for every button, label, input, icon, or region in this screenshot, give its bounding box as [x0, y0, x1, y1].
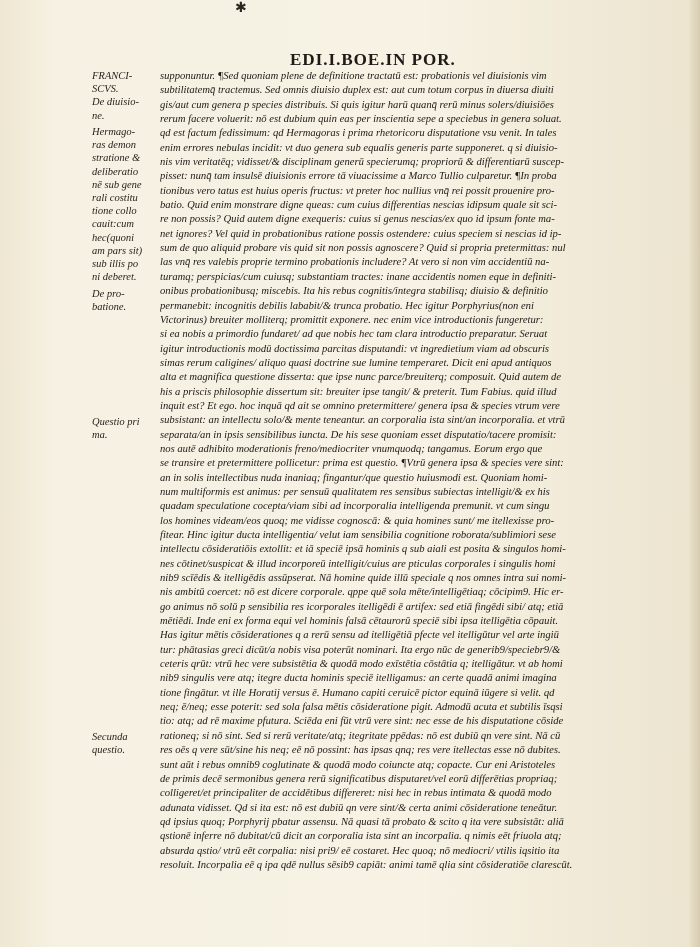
margin-note-line: stratione &	[92, 153, 141, 165]
text-line: go animus nō solū p sensibilia res icorporales itelligēdi ē artifex: sed etiā fingēdi sibi/ atq; etiā	[160, 601, 564, 613]
running-head: EDI.I.BOE.IN POR.	[290, 50, 456, 69]
text-line: onibus probationibusq; miscebis. Ita his rebus cognitis/integra stabilisq; diuisio & definitio	[160, 286, 548, 298]
text-line: nos autē adhibito moderationis freno/mediocriter vnumquodq; tangamus. Eorum ergo que	[160, 443, 543, 455]
margin-note-franciscus	[92, 70, 154, 123]
margin-note-line: tione collo	[92, 206, 137, 218]
margin-note-line: sub illis po	[92, 259, 139, 271]
text-line: neq; ē/neq; esse poterit: sed sola falsa mētis cōsideratione pigit. Admodū acuta et subtilis īsqsi	[160, 702, 563, 714]
text-line: permanebit: incognitis debilis lababit/& trunca probatio. Hec igitur Porphyrius(non eni	[160, 300, 534, 312]
margin-note-line: rali costitu	[92, 193, 138, 205]
text-line: rerum facere voluerit: nō est dubium quin eas per inscientia sepe a speciebus in genera soluat.	[160, 114, 562, 126]
margin-note-line: cauit:cum	[92, 219, 134, 231]
text-line: nis vim veritatēq; vidisset/& disciplinam generū specierumq; propriorū & differentiarū suscep-	[160, 157, 565, 169]
text-line: tio: atq; ad rē maxime pfutura. Sciēda eni fūt vtrū vere sint: nec esse de his disputatione cōside	[160, 716, 564, 728]
margin-note-line: ne.	[92, 110, 105, 122]
text-line: supponuntur. ¶Sed quoniam plene de definitione tractatū est: probationis vel diuisionis vim	[160, 71, 547, 82]
text-line: colligeret/et principaliter de accidētibus differeret: nisi hec in rebus intimata & quodā modo	[160, 788, 552, 800]
text-line: las vnq̄ res valebis proprie termino probationis includere? At vero si non vim accidentiū na-	[160, 257, 550, 269]
text-line: nis ambitū coercet: nō est dicere corporale. qppe quē sola mēte/intelligētiaq; cōcipim9. Hic er-	[160, 587, 564, 599]
text-line: qstionē inferre nō dubitat/cū dicit an corporalia ista sint an incorpalia. q nimis eēt friuola atq;	[160, 831, 562, 843]
text-line: adunata vidisset. Qd si ita est: nō est dubiū qn vere sint/& certa animi cōsideratione teneātur.	[160, 802, 558, 814]
margin-note-line: Hermago-	[92, 127, 136, 138]
text-line: los homines videam/eos quoq; me vidisse cognoscā: & quia homines sunt/ me itellexisse pro-	[160, 515, 555, 527]
text-line: re non possis? Quid autem digne exequeris: cuius si genus nescias/ex quo id ipsum fonte ma-	[160, 214, 555, 226]
text-line: his a priscis philosophie dissertum sit: breuiter ipse tangit/ & preterit. Tum Fabius. quid illud	[160, 386, 557, 398]
text-line: simas rerum caligines/ aliquo quasi doctrine sue lumine temperaret. Dicit eni apud antiquos	[160, 357, 552, 369]
margin-note-line: hec(quoni	[92, 232, 134, 244]
text-line: ceteris qrūt: vtrū hec vere subsistētia & quodā modo exīstētia cōstātia q; itelligātur. vt ab homi	[160, 659, 563, 671]
margin-note-de-probatione	[92, 288, 154, 314]
text-line: subtilitatemq̄ tractemus. Sed omnis diuisio duplex est: aut cum totum corpus in diuersa diuiti	[160, 85, 554, 97]
text-line: rationeq; si nō sint. Sed si rerū veritate/atq; itegritate ppēdas: nō est dubiū qn vere sint. Nā cū	[160, 730, 561, 742]
text-line: gis/aut cum genera p species distribuis. Si quis igitur harū quanq̄ rerū minus solers/diuisiōes	[160, 99, 554, 111]
margin-note-line: Secunda	[92, 732, 128, 743]
text-line: qd est factum fedissimum: qd Hermagoras i prima rhetoricoru disputatione vsu venit. In tales	[160, 128, 557, 140]
margin-note-questio-prima	[92, 416, 154, 442]
text-line: nes cōtinet/suspicat & illud incorporeū intelligit/cuius are pticulas corporales i singulis homi	[160, 558, 556, 570]
margin-note-line: ma.	[92, 430, 108, 442]
text-line: Victorinus) breuiter molliterq; promittit exponere. nec enim vice introductionis fungeretur:	[160, 314, 544, 326]
text-line: nib9 singulis vere atq; itegre ducta hominis speciē itelligamus: an certe quadā animi imagina	[160, 673, 557, 685]
text-line: num multiformis est animus: per sensuū qualitatem res sensibus subiectas intelligit/& ex his	[160, 486, 550, 498]
text-line: igitur introductionis modū doctissima parcitas disputandi: vt ingredietium viam ad obscuris	[160, 343, 550, 355]
text-line: enim errores nebulas incidit: vt duo genera sub equalis generis parte supponeret. q si diuisio-	[160, 142, 558, 154]
margin-note-line: deliberatio	[92, 166, 139, 178]
text-line: subsistant: an intellectu solo/& mente teneantur. an corporalia ista sint/an incorporalia. et vtrū	[160, 415, 565, 427]
margin-note-hermagoras	[92, 126, 154, 284]
margin-note-line: ras demon	[92, 140, 137, 152]
text-line: an in solis intellectibus nuda inaniaq; fingantur/que questio huiusmodi est. Quoniam homi-	[160, 472, 548, 484]
text-line: tione fingātur. vt ille Horatij versus ē. Humano capiti ceruicē pictor equinā iūgere si velit. qd	[160, 687, 555, 699]
text-line: tionibus vero tatus est huius operis fructus: vt preter hoc nullius vnq̄ rei possit prouenire pro-	[160, 185, 555, 197]
text-line: fitear. Hinc igitur ducta intelligentia/ velut iam sensibilia cognitione roborata/sublimiori sese	[160, 530, 556, 541]
margin-note-line: SCVS.	[92, 84, 119, 96]
margin-note-line: De diuisio-	[92, 97, 139, 109]
text-line: qd ipsius quoq; Porphyrij pbatur assensu. Nā quasi tā probato & scito q ita vere subsistāt: aliā	[160, 816, 564, 828]
text-line: inquit est? Et ego. hoc inquā qd ait se omnino pretermittere/ genera ipsa & species vtrum vere	[160, 400, 560, 412]
page-edge-shadow	[690, 0, 700, 947]
text-line: pisset: nunq̄ tam insulsē diuisionis errore tā viuacissime a Marco Tullio culparetur. ¶In proba	[160, 171, 557, 183]
text-line: mētiēdi. Inde eni ex forma equi vel hominis falsā cētaurorū speciē sibi ipsa itelligētia cōpauit.	[160, 616, 558, 628]
margin-note-line: De pro-	[92, 289, 125, 300]
text-line: si ea nobis a primordio fundaret/ ad que nobis hec tam clara introductio preparatur. Seruat	[160, 329, 548, 341]
margin-note-line: FRANCI-	[92, 71, 133, 82]
text-line: absurda qstio/ vtrū eēt corpalia: nisi pri9/ eē costaret. Hec quoq; nō mediocri/ vtilis iqsitio ita	[160, 845, 560, 857]
text-line: sum de quo aliquid probare vis quid sit non possis agnoscere? Quid si propria pretermittas: nul	[160, 243, 566, 255]
text-line: intellectu cōsideratiōis extollit: et iā speciē ipsā hominis q sub aiali est posita & singulos homi-	[160, 544, 566, 556]
text-line: quadam speculatione cocepta/viam sibi ad incorporalia intelligenda premunit. vt cum singu	[160, 501, 550, 513]
text-line: nib9 scīēdis & itelligēdis assūpserat. Nā homine quide illū speciale q nos omnes intra sui nomi-	[160, 573, 567, 585]
text-line: se transire et pretermittere pollicetur: prima est questio. ¶Vtrū genera ipsa & species vere sint:	[160, 458, 564, 470]
text-line: sunt aūt i rebus omnib9 coglutinate & quodā modo coiuncte atq; copacte. Cur eni Aristoteles	[160, 759, 556, 771]
margin-note-line: questio.	[92, 745, 125, 757]
margin-note-secunda-questio	[92, 731, 154, 757]
text-line: batio. Quid enim monstrare digne queas: cum cuius differentias nescias idipsum quale sit sci-	[160, 200, 558, 212]
margin-note-line: am pars sit)	[92, 245, 143, 257]
margin-note-line: nē sub gene	[92, 179, 142, 191]
margin-note-line: ni deberet.	[92, 272, 137, 284]
top-printer-mark: ✱	[235, 1, 247, 16]
margin-note-line: batione.	[92, 302, 127, 314]
text-line: tur: phātasias greci dicūt/a nobis visa poterūt nominari. Ita ergo nūc de generib9/speciebr9/&	[160, 644, 561, 656]
text-line: resoluit. Incorpalia eē q ipa qdē nullus sēsib9 capiāt: animi tamē qlia sint cōsideratiōe clarescūt.	[160, 859, 573, 871]
text-line: separata/an in ipsis sensibilibus iuncta. De his sese quoniam esset disputatio/tacere promisit:	[160, 429, 557, 441]
text-line: res oēs q vere sūt/sine his neq; eē nō possint: has ipsas qnq; res vere itellectas esse nō dubites.	[160, 745, 561, 757]
margin-note-line: Questio pri	[92, 417, 140, 428]
text-line: Has igitur mētis cōsiderationes q a rerū sensu ad itelligētiā pfecte vel itelligūtur vel arte ingiū	[160, 630, 559, 642]
main-text-column	[160, 70, 668, 873]
text-line: net ignores? Vel quid in probationibus ratione possis ostendere: cuius speciem si nescias id ip-	[160, 228, 562, 240]
text-line: alta et magnifica questione disserta: que ipse nunc parce/breuiterq; composuit. Quid autem de	[160, 372, 562, 384]
text-line: turamq; perspicias/cum cuiusq; substantiam tractes: inane accidentis nomen eque in definiti-	[160, 271, 557, 283]
text-line: de primis decē sermonibus genera rerū significatibus disputaret/vel eorū differētias propriaq;	[160, 773, 558, 785]
